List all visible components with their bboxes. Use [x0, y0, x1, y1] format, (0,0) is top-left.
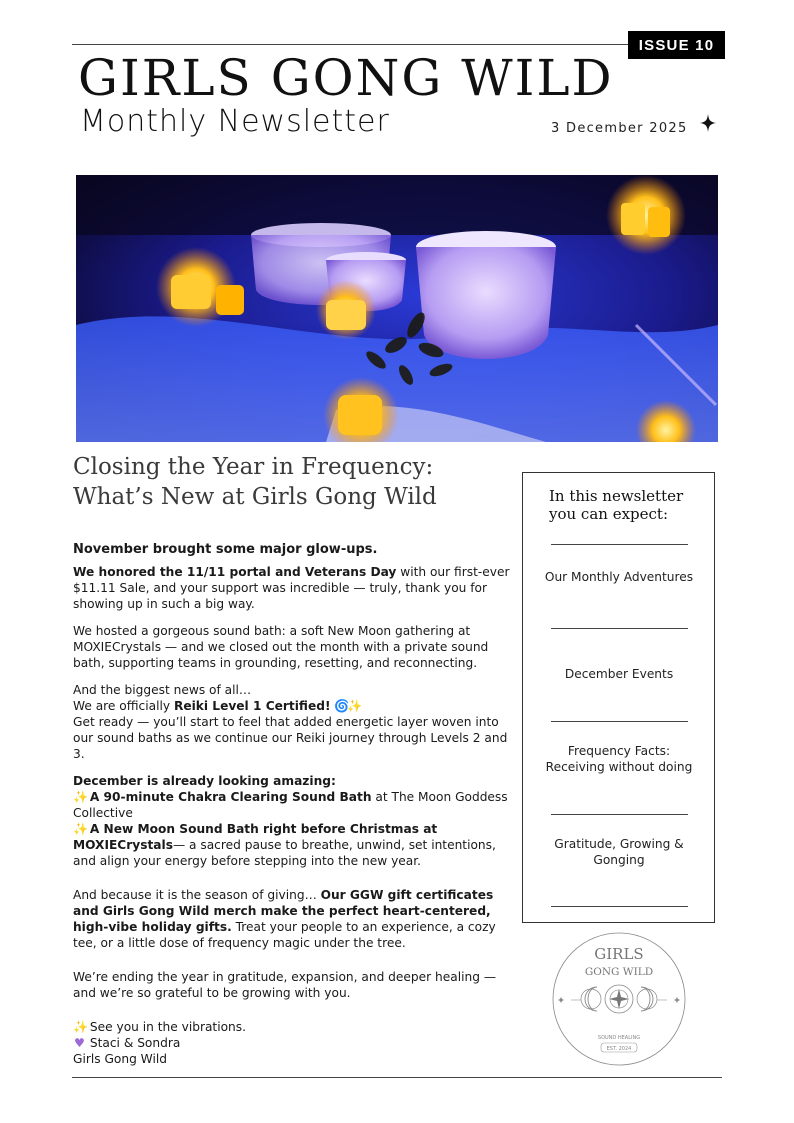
contents-divider: [551, 628, 688, 629]
p5-bold: Our GGW gift certificates and Girls Gong Wild merch make the perfect heart-centered, high-vibe holiday gifts.: [73, 888, 494, 934]
issue-date: 3 December 2025: [551, 121, 688, 136]
contents-item: Frequency Facts: Receiving without doing: [545, 744, 693, 774]
sparkles-icon: ✨: [73, 822, 89, 836]
paragraph-gifts: [73, 887, 518, 951]
paragraph-sound-bath: We hosted a gorgeous sound bath: a soft New Moon gathering at MOXIECrystals — and we closed out the month with a private sound bath, supporting teams in grounding, resetting, and reconnecting.: [73, 624, 489, 670]
swirl-icon: 🌀: [334, 699, 350, 713]
issue-badge: ISSUE 10: [628, 31, 725, 59]
newsletter-title: GIRLS GONG WILD: [78, 49, 614, 107]
headline-line-1: Closing the Year in Frequency:: [73, 454, 434, 480]
hero-photo: [76, 175, 718, 442]
contents-box: [522, 472, 715, 923]
p3-line-1: And the biggest news of all…: [73, 683, 252, 697]
event-1-bold: A 90-minute Chakra Clearing Sound Bath: [89, 790, 372, 804]
sparkle-icon: [700, 114, 716, 132]
article-body: [73, 542, 518, 1078]
signoff: [73, 1019, 518, 1067]
p3-line-2-pre: We are officially: [73, 699, 174, 713]
article-headline: [73, 452, 513, 512]
contents-item: December Events: [564, 667, 674, 681]
top-divider: [72, 44, 632, 45]
contents-item: Gratitude, Growing & Gonging: [554, 837, 684, 867]
purple-heart-icon: ♥: [74, 1036, 85, 1050]
sparkles-icon: ✨: [73, 790, 89, 804]
sparkles-icon: ✨: [347, 699, 363, 713]
bottom-divider: [72, 1077, 722, 1078]
p1-bold: We honored the 11/11 portal and Veterans Day: [73, 565, 397, 579]
p5-text: Treat your people to an experience, a cozy tee, or a little dose of frequency magic under the tree.: [73, 920, 496, 950]
contents-item: Our Monthly Adventures: [544, 570, 694, 584]
p5-pre: And because it is the season of giving…: [73, 888, 321, 902]
contents-divider: [551, 814, 688, 815]
logo-line-1: GIRLS: [594, 945, 644, 963]
p3-line-3: Get ready — you’ll start to feel that added energetic layer woven into our sound baths as we continue our Reiki journey through Levels 2 and 3.: [73, 715, 508, 761]
december-heading: December is already looking amazing:: [73, 774, 336, 788]
headline-line-2: What’s New at Girls Gong Wild: [73, 484, 437, 510]
paragraph-december: [73, 773, 518, 869]
sparkles-icon: ✨: [73, 1020, 89, 1034]
signoff-line-3: Girls Gong Wild: [73, 1052, 167, 1066]
event-1-text: at The Moon Goddess Collective: [73, 790, 508, 820]
contents-title: In this newsletter you can expect:: [549, 487, 684, 523]
paragraph-reiki: [73, 682, 518, 762]
contents-divider: [551, 721, 688, 722]
signoff-line-2: Staci & Sondra: [86, 1036, 181, 1050]
paragraph-1111-sale: [73, 564, 518, 612]
newsletter-subtitle: Monthly Newsletter: [80, 104, 390, 139]
event-2-text: — a sacred pause to breathe, unwind, set intentions, and align your energy before stepping into the new year.: [73, 838, 496, 868]
logo-line-2: GONG WILD: [584, 966, 654, 978]
event-2-bold: A New Moon Sound Bath right before Christmas at MOXIECrystals: [73, 822, 438, 852]
logo-line-3: SOUND HEALING: [597, 1035, 641, 1041]
paragraph-gratitude: We’re ending the year in gratitude, expansion, and deeper healing — and we’re so grateful to be growing with you.: [73, 970, 497, 1000]
girls-gong-wild-logo: [551, 931, 687, 1067]
reiki-certified-text: Reiki Level 1 Certified!: [173, 699, 331, 713]
article-lead: November brought some major glow-ups.: [73, 542, 378, 557]
logo-line-4: EST. 2024: [606, 1046, 632, 1052]
signoff-line-1: See you in the vibrations.: [86, 1020, 246, 1034]
p1-text: with our first-ever $11.11 Sale, and your support was incredible — truly, thank you for showing up in such a big way.: [73, 565, 510, 611]
contents-divider: [551, 906, 688, 907]
contents-divider: [551, 544, 688, 545]
